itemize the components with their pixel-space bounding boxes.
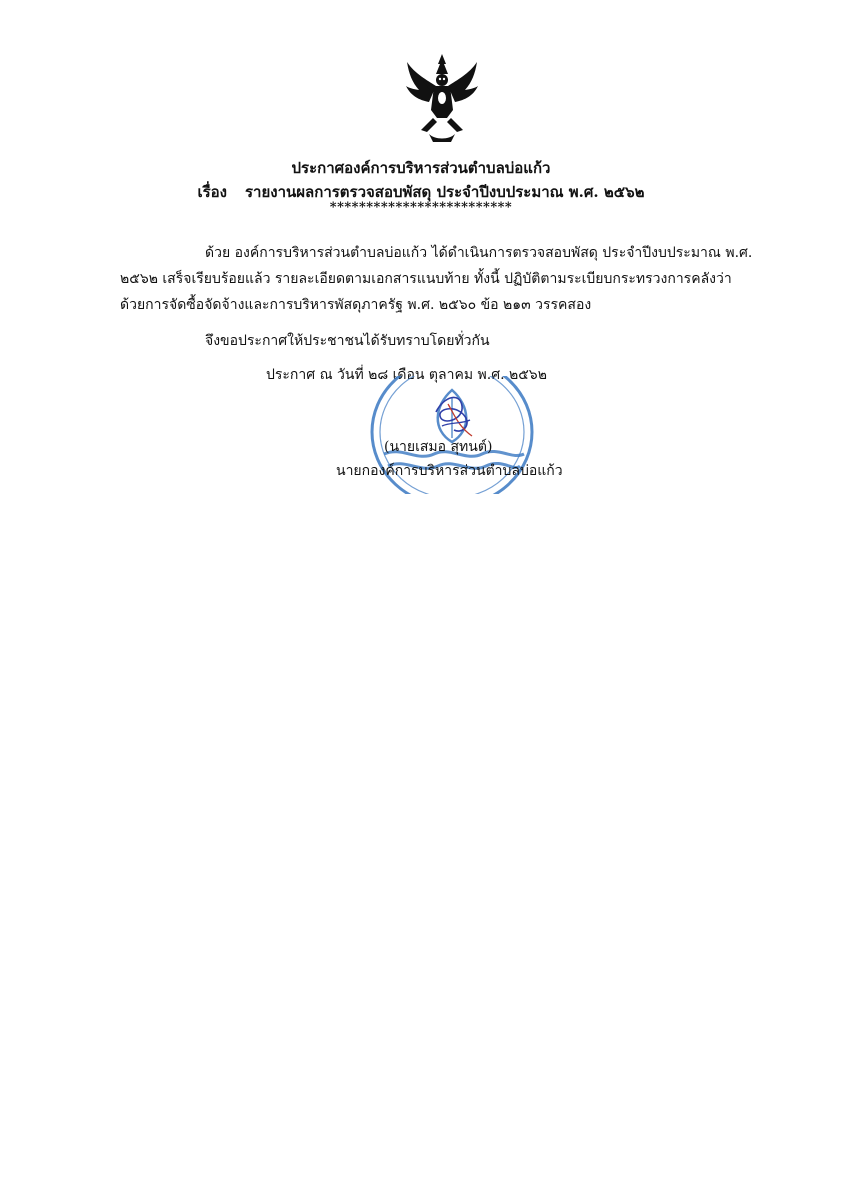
- garuda-emblem-icon: [403, 52, 481, 144]
- body-paragraph-line-1: ด้วย องค์การบริหารส่วนตำบลบ่อแก้ว ได้ดำเนินการตรวจสอบพัสดุ ประจำปีงบประมาณ พ.ศ.: [205, 245, 753, 261]
- signatory-title: นายกองค์การบริหารส่วนตำบลบ่อแก้ว: [336, 463, 563, 479]
- body-paragraph-line-3: ด้วยการจัดซื้อจัดจ้างและการบริหารพัสดุภาครัฐ พ.ศ. ๒๕๖๐ ข้อ ๒๑๓ วรรคสอง: [120, 297, 592, 313]
- announcement-title: ประกาศองค์การบริหารส่วนตำบลบ่อแก้ว: [291, 159, 551, 177]
- subject-text: รายงานผลการตรวจสอบพัสดุ ประจำปีงบประมาณ พ.ศ. ๒๕๖๒: [244, 183, 645, 201]
- signatory-name: (นายเสมอ สุทนต์): [384, 439, 493, 455]
- subject-prefix-label: เรื่อง: [197, 183, 227, 201]
- title-separator: *************************: [329, 200, 513, 215]
- announcement-date: ประกาศ ณ วันที่ ๒๘ เดือน ตุลาคม พ.ศ. ๒๕๖๒: [266, 367, 547, 383]
- closing-statement: จึงขอประกาศให้ประชาชนได้รับทราบโดยทั่วกัน: [205, 333, 490, 349]
- body-paragraph-line-2: ๒๕๖๒ เสร็จเรียบร้อยแล้ว รายละเอียดตามเอกสารแนบท้าย ทั้งนี้ ปฏิบัติตามระเบียบกระทรวงการคลังว่า: [120, 271, 732, 287]
